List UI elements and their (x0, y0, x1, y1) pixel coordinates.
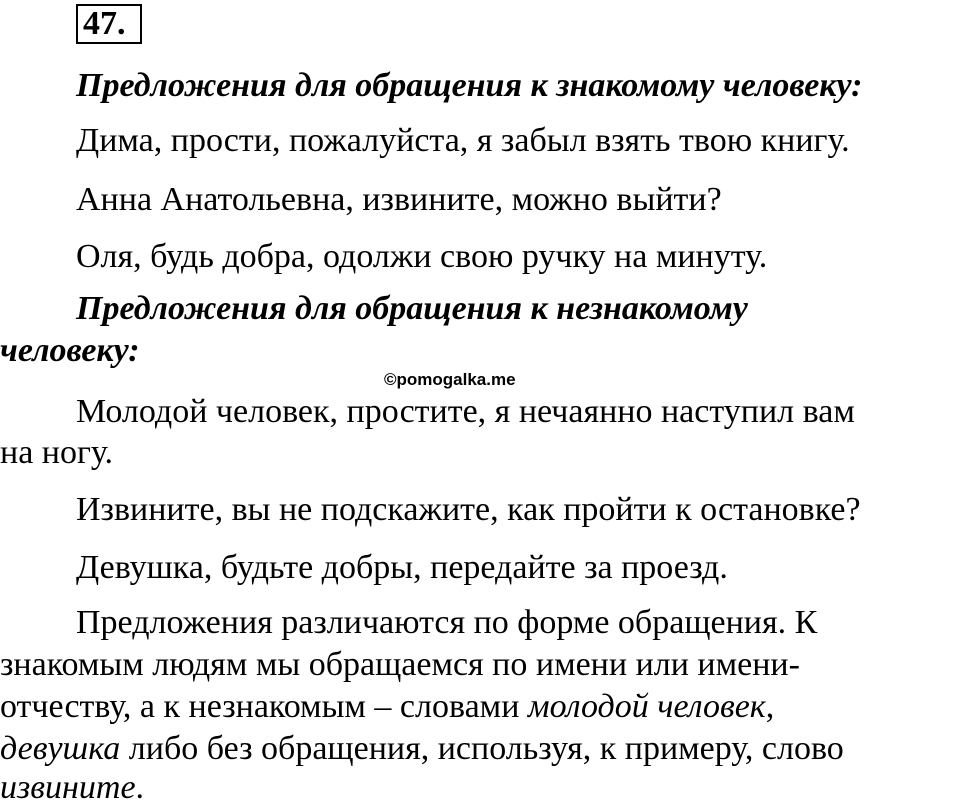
section2-sentence1-part2: на ногу. (0, 434, 114, 471)
conclusion-line-3-text: отчеству, а к незнакомым – словами (0, 688, 528, 725)
conclusion-line-4-text: либо без обращения, используя, к примеру, слово (120, 730, 844, 767)
section2-sentence3: Девушка, будьте добры, передайте за проезд. (76, 549, 728, 586)
section1-heading: Предложения для обращения к знакомому человеку: (76, 67, 863, 104)
conclusion-line-3-italic: молодой человек (527, 688, 766, 725)
conclusion-line-4 (0, 729, 844, 769)
section2-sentence1-part1: Молодой человек, простите, я нечаянно наступил вам (76, 393, 855, 430)
conclusion-line-5-italic: извините (0, 769, 136, 806)
conclusion-line-5 (0, 768, 144, 808)
section2-heading-part2: человеку: (0, 332, 140, 369)
conclusion-line-3 (0, 687, 774, 727)
conclusion-line-5-end: . (135, 769, 145, 806)
exercise-number: 47. (83, 5, 126, 42)
conclusion-line-4-italic: девушка (0, 730, 121, 767)
section1-line-3: Оля, будь добра, одолжи свою ручку на минуту. (76, 238, 768, 275)
section2-sentence2: Извините, вы не подскажите, как пройти к остановке? (76, 491, 861, 528)
conclusion-line-3-end: , (765, 688, 775, 725)
conclusion-line-2: знакомым людям мы обращаемся по имени или имени- (0, 646, 800, 683)
section1-line-2: Анна Анатольевна, извините, можно выйти? (76, 181, 722, 218)
watermark: ©pomogalka.me (384, 370, 516, 389)
conclusion-line-1: Предложения различаются по форме обращения. К (76, 604, 818, 641)
exercise-number-box (76, 4, 142, 44)
section2-heading-part1: Предложения для обращения к незнакомому (76, 290, 748, 327)
section1-line-1: Дима, прости, пожалуйста, я забыл взять твою книгу. (76, 122, 850, 159)
